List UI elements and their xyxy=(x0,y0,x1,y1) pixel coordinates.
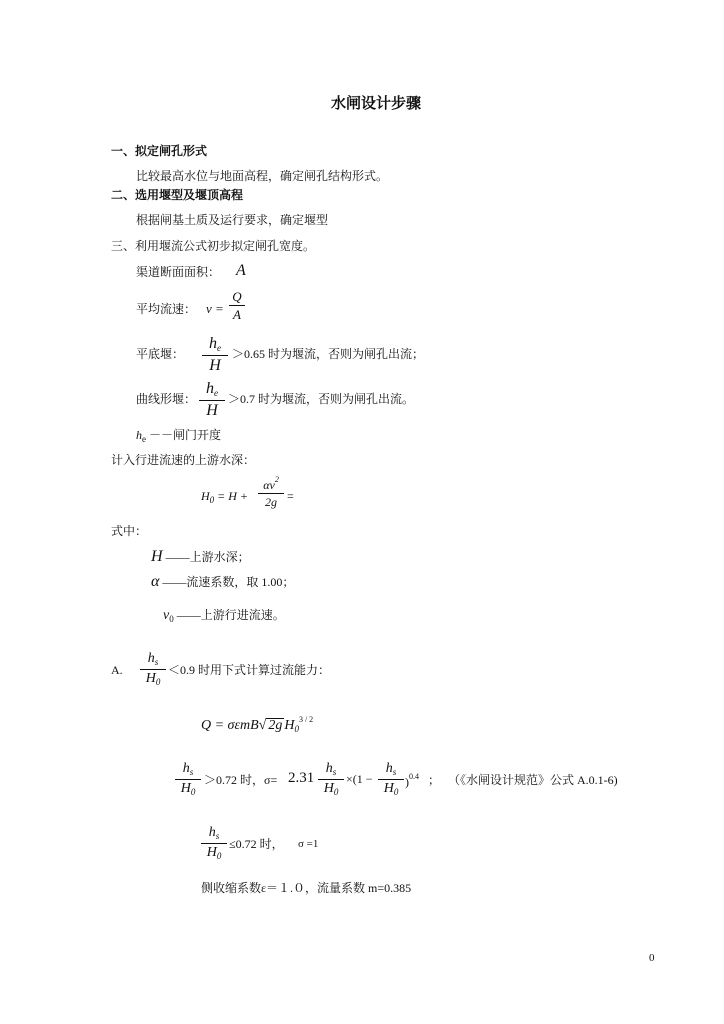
flat-weir-num-sub: e xyxy=(217,343,221,353)
section-1-text: 比较最高水位与地面高程，确定闸孔结构形式。 xyxy=(136,169,389,183)
curved-weir-fraction xyxy=(199,381,225,419)
sigma1-den-sub-3: 0 xyxy=(393,787,399,797)
sigma2-den: H xyxy=(206,845,217,860)
sigma1-fraction xyxy=(175,762,201,797)
upstream-head-num: αv xyxy=(263,478,275,492)
sigma2-num-sub: s xyxy=(215,831,220,841)
upstream-head-den: 2g xyxy=(265,495,277,509)
flow-formula-root: 2g xyxy=(268,718,283,733)
section-2-heading: 二、选用堰型及堰顶高程 xyxy=(111,188,244,202)
def-upstream-depth xyxy=(151,549,250,565)
upstream-head-fraction xyxy=(258,476,284,508)
sigma2-fraction xyxy=(201,826,227,861)
flow-formula-H-sub: 0 xyxy=(294,724,299,734)
velocity-label: 平均流速： xyxy=(136,302,197,316)
fraction-bar xyxy=(318,779,344,780)
upstream-head-H: H xyxy=(201,489,210,503)
case-a-condition: ＜0.9 时用下式计算过流能力： xyxy=(168,663,331,677)
sigma1-times: ×(1 − xyxy=(346,772,373,786)
sigma1-num-sub: s xyxy=(189,767,194,777)
flat-weir-label: 平底堰： xyxy=(136,347,185,361)
upstream-head-label: 计入行进流速的上游水深： xyxy=(111,453,256,467)
sigma1-close-paren: ) xyxy=(405,775,409,789)
sigma1-num-3: h xyxy=(385,761,393,776)
flat-weir-num: h xyxy=(209,335,217,352)
flow-formula-H-sup: 3 / 2 xyxy=(298,715,314,724)
sigma1-den-sub: 0 xyxy=(190,787,196,797)
sigma2-den-sub: 0 xyxy=(216,851,222,861)
case-a-num-sub: s xyxy=(154,657,159,667)
def-alpha-text: ——流速系数，取 1.00； xyxy=(162,575,295,589)
area-symbol: A xyxy=(236,262,246,279)
def-approach-velocity xyxy=(163,609,285,624)
fraction-bar xyxy=(140,669,166,670)
sigma1-den-2: H xyxy=(323,781,334,796)
sigma2-condition: ≤0.72 时， xyxy=(229,837,284,851)
curved-weir-label: 曲线形堰： xyxy=(136,392,197,406)
sigma1-num-sub-2: s xyxy=(332,767,337,777)
gate-opening-definition xyxy=(136,429,221,444)
page-title: 水闸设计步骤 xyxy=(331,95,422,112)
upstream-head-eq: = H + xyxy=(217,489,249,503)
gate-opening-sub: e xyxy=(142,434,146,444)
fraction-bar xyxy=(175,779,201,780)
upstream-head-tail: = xyxy=(287,489,294,503)
fraction-bar xyxy=(199,400,225,401)
case-a-fraction xyxy=(140,652,166,687)
sigma1-num-sub-3: s xyxy=(392,767,397,777)
case-a-label: A. xyxy=(111,663,123,677)
sigma1-close xyxy=(405,773,419,788)
flat-weir-fraction xyxy=(202,336,228,374)
fraction-bar xyxy=(201,843,227,844)
gate-opening-symbol: h xyxy=(136,428,142,442)
case-a-den: H xyxy=(145,671,156,686)
sigma1-fraction-2 xyxy=(318,762,344,797)
velocity-fraction xyxy=(229,290,245,321)
sigma1-semicolon: ； xyxy=(428,773,441,787)
section-2-text: 根据闸基土质及运行要求，确定堰型 xyxy=(136,213,329,227)
sigma1-num-2: h xyxy=(325,761,333,776)
curved-weir-num: h xyxy=(206,380,214,397)
sigma2-num: h xyxy=(208,825,216,840)
def-velocity-coefficient xyxy=(151,574,294,590)
upstream-head-num-sup: 2 xyxy=(274,475,279,484)
fraction-bar xyxy=(202,355,228,356)
section-3-heading: 三、利用堰流公式初步拟定闸孔宽度。 xyxy=(111,239,316,253)
upstream-head-H-sub: 0 xyxy=(209,495,215,505)
sqrt-icon: √ xyxy=(258,718,267,733)
coefficients-line: 侧收缩系数ε＝１.０，流量系数 m=0.385 xyxy=(201,881,412,895)
sigma1-fraction-3 xyxy=(378,762,404,797)
curved-weir-condition: ＞0.7 时为堰流，否则为闸孔出流。 xyxy=(228,392,415,406)
curved-weir-den: H xyxy=(206,402,218,419)
case-a-den-sub: 0 xyxy=(155,677,161,687)
flow-formula xyxy=(201,716,313,734)
case-a-num: h xyxy=(147,651,155,666)
sigma1-den: H xyxy=(180,781,191,796)
def-v-symbol: v xyxy=(163,608,170,623)
flat-weir-condition: ＞0.65 时为堰流，否则为闸孔出流； xyxy=(232,347,425,361)
flow-formula-lhs: Q = σεmB xyxy=(201,718,259,733)
sigma1-den-sub-2: 0 xyxy=(333,787,339,797)
velocity-lhs: v = xyxy=(206,301,224,316)
sigma1-exponent: 0.4 xyxy=(409,772,419,781)
sigma1-den-3: H xyxy=(383,781,394,796)
def-v-text: ——上游行进流速。 xyxy=(176,608,285,622)
sigma1-reference: （《水闸设计规范》公式 A.0.1-6) xyxy=(448,773,618,787)
def-v-sub: 0 xyxy=(169,614,174,624)
fraction-bar xyxy=(378,779,404,780)
upstream-head-lhs xyxy=(201,490,248,505)
area-label: 渠道断面面积： xyxy=(136,265,221,279)
velocity-denominator: A xyxy=(233,307,241,322)
fraction-bar xyxy=(258,493,284,494)
page-number: 0 xyxy=(649,952,655,964)
sigma2-result: σ =1 xyxy=(298,838,319,850)
def-H-symbol: H xyxy=(151,548,163,565)
gate-opening-text: －－闸门开度 xyxy=(149,428,222,442)
flat-weir-den: H xyxy=(209,357,221,374)
fraction-bar xyxy=(229,305,245,306)
curved-weir-num-sub: e xyxy=(214,388,218,398)
flow-formula-H: H xyxy=(284,718,295,733)
sigma1-coef: 2.31 xyxy=(288,770,315,786)
def-alpha-symbol: α xyxy=(151,573,160,590)
where-label: 式中： xyxy=(111,524,148,538)
sigma1-num: h xyxy=(182,761,190,776)
section-1-heading: 一、拟定闸孔形式 xyxy=(111,144,208,158)
velocity-numerator: Q xyxy=(232,289,242,304)
def-H-text: ——上游水深； xyxy=(165,550,250,564)
sigma1-condition: ＞0.72 时，σ= xyxy=(204,773,278,787)
